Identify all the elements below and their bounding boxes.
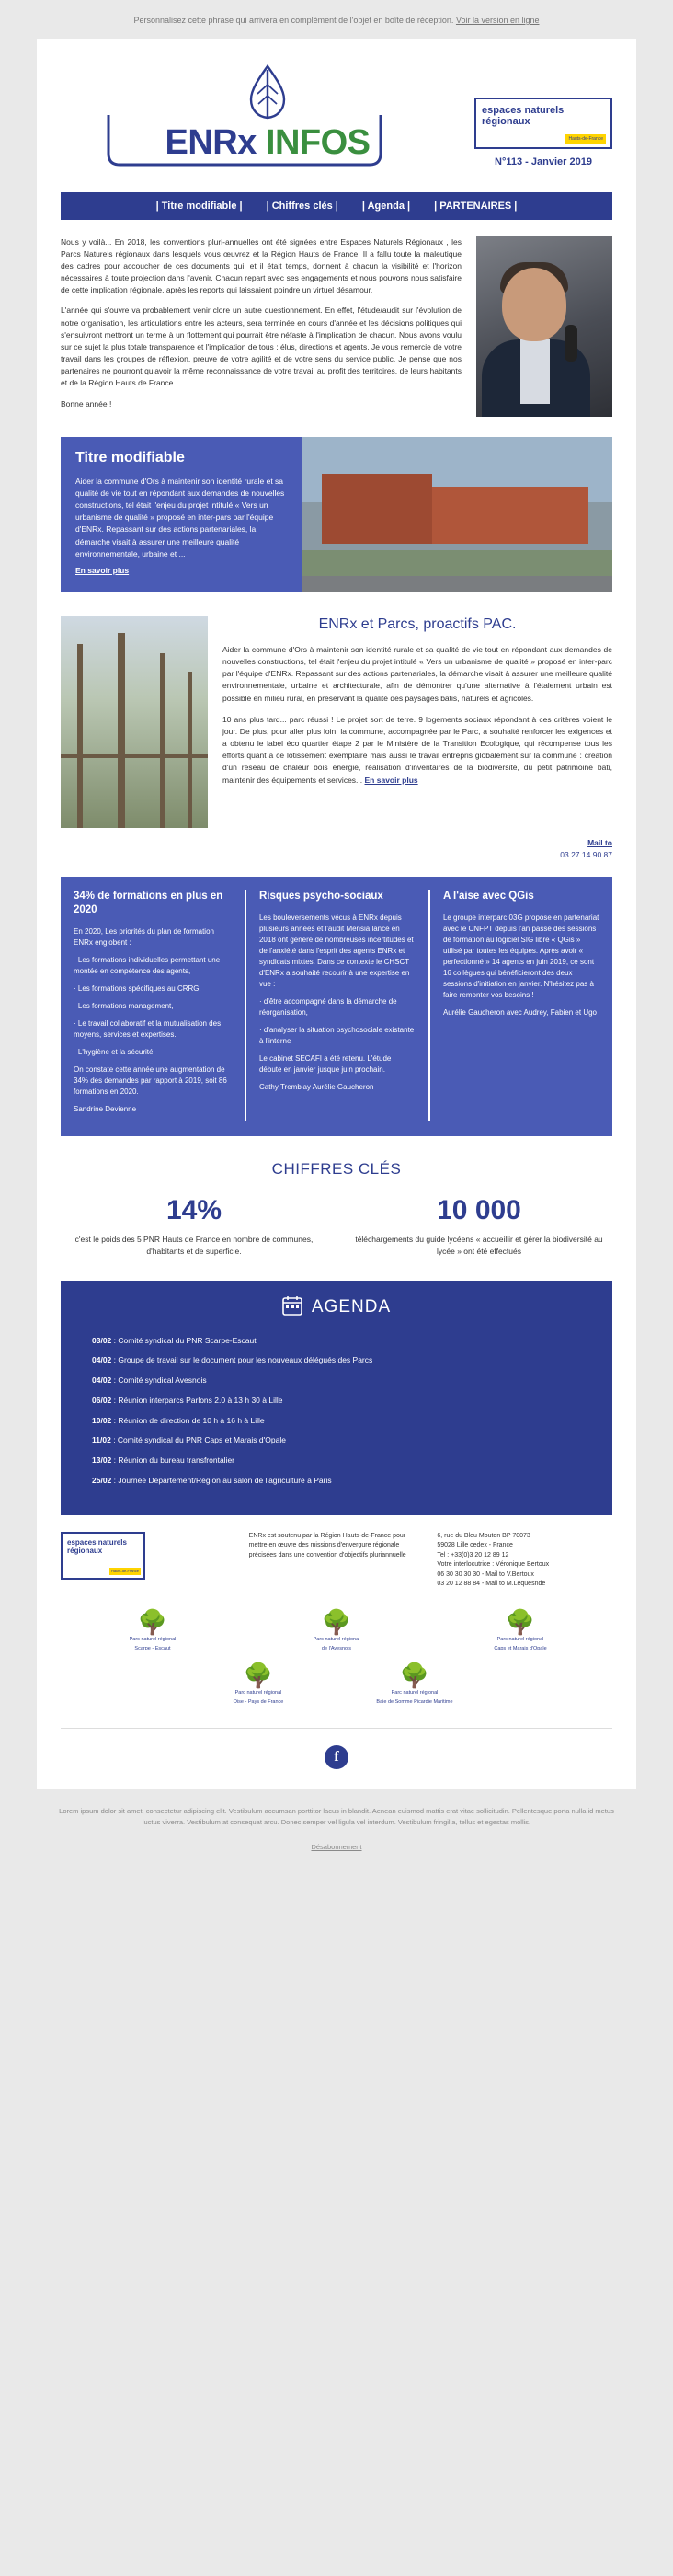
- key-figure-number: 14%: [165, 1195, 222, 1226]
- editorial-photo: [476, 236, 612, 417]
- view-online-link[interactable]: Voir la version en ligne: [455, 16, 540, 25]
- park-name: Parc naturel régional: [313, 1636, 360, 1642]
- address-line[interactable]: 06 30 30 30 30 - Mail to V.Bertoux: [437, 1570, 534, 1578]
- address-line: 59028 Lille cedex - France: [437, 1542, 513, 1549]
- unsubscribe-link[interactable]: Désabonnement: [311, 1843, 362, 1852]
- agenda-header: [61, 1295, 612, 1320]
- nav-item-agenda[interactable]: | Agenda |: [361, 200, 411, 212]
- column-paragraph: En 2020, Les priorités du plan de formation ENRx englobent :: [74, 927, 214, 948]
- agenda-item: [92, 1335, 581, 1347]
- key-figure-number: 10 000: [437, 1195, 521, 1226]
- nav-item-titre[interactable]: | Titre modifiable |: [155, 200, 243, 212]
- address-line: Tel : +33(0)3 20 12 89 12: [437, 1551, 509, 1558]
- park-leaf-icon: 🌳: [321, 1607, 352, 1636]
- footer-support-text: ENRx est soutenu par la Région Hauts-de-France pour mettre en œuvre des missions d'envergure régionale précisées dans une convention d'objectifs pluriannuelle: [248, 1532, 406, 1558]
- column-paragraph: · L'hygiène et la sécurité.: [74, 1048, 155, 1057]
- article-contact: [37, 837, 636, 878]
- key-figures-row: [61, 1195, 612, 1258]
- feature-block: [61, 437, 612, 592]
- editorial-paragraph: Bonne année !: [61, 398, 112, 408]
- footer-enrx-badge: [61, 1532, 145, 1580]
- agenda-item-text: : Réunion du bureau transfrontalier: [113, 1455, 235, 1466]
- agenda-item: [92, 1455, 581, 1466]
- column-formations: [61, 890, 245, 1121]
- column-author: Aurélie Gaucheron avec Audrey, Fabien et Ugo: [442, 1008, 597, 1018]
- address-line: 6, rue du Bleu Mouton BP 70073: [437, 1532, 530, 1539]
- agenda-item-date: 10/02: [92, 1415, 112, 1425]
- article-body: [222, 616, 612, 828]
- nav-item-partenaires[interactable]: | PARTENAIRES |: [434, 200, 518, 212]
- agenda-item: [92, 1374, 581, 1386]
- editorial-paragraph: Nous y voilà... En 2018, les conventions pluri-annuelles ont été signées entre Espaces Naturels Régionaux , les Parcs Naturels régionaux dans lesquels vous œuvrez et la Région Hauts de France. Il a fallu toute la maleutique des cadres pour accoucher de ces documents qui, et il était temps, donnent à chacun la visibilité et l'horizon nécessaires à toute projection dans l'avenir. Chacun repart avec ses engagements et nous pouvons nous satisfaire de cette implication régionale, après les reports qui laissaient poindre un virtuel désamour.: [61, 236, 462, 295]
- feature-text-panel: [61, 437, 302, 592]
- editorial-section: [37, 220, 636, 437]
- park-name: Parc naturel régional: [496, 1636, 544, 1642]
- column-paragraph: · Le travail collaboratif et la mutualisation des moyens, services et expertises.: [74, 1019, 222, 1040]
- facebook-icon[interactable]: f: [325, 1745, 348, 1769]
- nav-bar: [61, 192, 612, 220]
- agenda-item-text: : Réunion de direction de 10 h à 16 h à Lille: [113, 1415, 265, 1425]
- footer-logo-block: [61, 1532, 236, 1590]
- park-leaf-icon: 🌳: [137, 1607, 168, 1636]
- key-figure-item: [61, 1195, 327, 1258]
- feature-readmore-link[interactable]: En savoir plus: [75, 565, 130, 575]
- agenda-item: [92, 1434, 581, 1446]
- key-figure-item: [346, 1195, 612, 1258]
- region-tag: Hauts-de-France: [565, 134, 606, 144]
- park-logo: [208, 1663, 309, 1706]
- agenda-item-text: : Réunion interparcs Parlons 2.0 à 13 h 30 à Lille: [113, 1395, 283, 1405]
- park-logo: [286, 1607, 387, 1652]
- column-qgis: [428, 890, 612, 1121]
- key-figures-section: [37, 1136, 636, 1280]
- agenda-item-date: 13/02: [92, 1455, 112, 1466]
- bracket-decoration: [61, 111, 474, 179]
- footer-partners: [37, 1515, 636, 1599]
- column-paragraph: · d'analyser la situation psychosociale existante à l'interne: [258, 1026, 415, 1046]
- enrx-badge-text: espaces naturels régionaux: [482, 104, 565, 128]
- column-paragraph: · d'être accompagné dans la démarche de réorganisation,: [258, 997, 397, 1018]
- column-paragraph: · Les formations management,: [74, 1002, 174, 1011]
- park-name: Parc naturel régional: [391, 1689, 439, 1696]
- address-line[interactable]: 03 20 12 88 84 - Mail to M.Lequesnde: [437, 1581, 546, 1588]
- park-name: Parc naturel régional: [234, 1689, 282, 1696]
- park-sub: Baie de Somme Picardie Maritime: [376, 1699, 453, 1706]
- agenda-item: [92, 1415, 581, 1427]
- article-paragraph: [222, 714, 612, 787]
- agenda-item-date: 03/02: [92, 1335, 112, 1345]
- park-sub: Caps et Marais d'Opale: [494, 1645, 547, 1651]
- park-leaf-icon: 🌳: [243, 1661, 274, 1689]
- feature-photo: [302, 437, 612, 592]
- key-figure-label: téléchargements du guide lycéens « accueillir et gérer la biodiversité au lycée » ont été effectués: [355, 1235, 603, 1257]
- agenda-item-text: : Comité syndical Avesnois: [113, 1375, 207, 1386]
- agenda-section: [61, 1281, 612, 1515]
- footer-address: [437, 1532, 612, 1590]
- feature-body: Aider la commune d'Ors à maintenir son identité rurale et sa qualité de vie tout en répondant aux demandes de nouvelles constructions, tel était l'enjeu du projet intitulé « Vers un urbanisme de qualité » proposé en inter-pars par l'équipe d'ENRx. Repassant sur des actions partenariales, la démarche visait à assurer une meilleure qualité environnementale, urbaine et ...: [75, 476, 285, 558]
- agenda-item-text: : Comité syndical du PNR Caps et Marais d'Opale: [113, 1435, 286, 1445]
- key-figures-title: CHIFFRES CLÉS: [271, 1160, 402, 1179]
- article-photo: [61, 616, 208, 828]
- park-logo: [364, 1663, 465, 1706]
- park-logos-row-1: [37, 1599, 636, 1658]
- issue-number: N°113 - Janvier 2019: [495, 155, 592, 167]
- column-paragraph: · Les formations individuelles permettant une montée en compétence des agents,: [74, 956, 221, 976]
- email-body: [37, 39, 636, 1790]
- agenda-item: [92, 1395, 581, 1407]
- header: [37, 39, 636, 179]
- editorial-text: [61, 236, 462, 419]
- agenda-item-text: : Groupe de travail sur le document pour les nouveaux délégués des Parcs: [113, 1355, 373, 1365]
- article-section: [37, 592, 636, 837]
- mailto-link[interactable]: Mail to: [587, 837, 612, 847]
- agenda-item-date: 04/02: [92, 1355, 112, 1365]
- article-title: ENRx et Parcs, proactifs PAC.: [318, 615, 517, 632]
- unsubscribe-row: [0, 1834, 673, 1877]
- agenda-item-text: : Journée Département/Région au salon de l'agriculture à Paris: [113, 1475, 332, 1485]
- agenda-title: AGENDA: [311, 1297, 392, 1317]
- agenda-item-date: 04/02: [92, 1375, 112, 1386]
- column-paragraph: Le groupe interparc 03G propose en partenariat avec le CNFPT depuis l'an passé des sessions de formation au logiciel SIG libre « QGis » utilisé par toutes les équipes. Après avoir « perfectionné » 14 agents en juin 2019, ce sont 16 collègues qui bénéficieront des deux sessions d'initiation en janvier. N'hésitez pas à faire remonter vos besoins !: [442, 914, 599, 1000]
- footer-badge-text: espaces naturels régionaux: [67, 1537, 127, 1555]
- park-logo: [102, 1607, 203, 1652]
- park-leaf-icon: 🌳: [505, 1607, 536, 1636]
- agenda-item-date: 25/02: [92, 1475, 112, 1485]
- article-readmore-link[interactable]: En savoir plus: [364, 775, 418, 785]
- column-title: A l'aise avec QGis: [442, 891, 534, 903]
- article-paragraph: Aider la commune d'Ors à maintenir son identité rurale et sa qualité de vie tout en répondant aux demandes de nouvelles constructions, tel était l'enjeu du projet intitulé « Vers un urbanisme de qualité » proposé en inter-parc par l'équipe d'ENRx. Repassant sur des actions partenariales, la démarche visait à assurer une meilleure qualité environnementale, urbaine et architecturale, afin de démontrer qu'une alternative à l'étalement urbain est possible en milieu rural, en préservant la qualité des paysages bâtis, naturels et agricoles.: [222, 644, 612, 703]
- key-figure-label: c'est le poids des 5 PNR Hauts de France en nombre de communes, d'habitants et de superficie.: [74, 1235, 314, 1257]
- park-sub: Oise - Pays de France: [233, 1699, 284, 1706]
- park-logos-row-2: [37, 1658, 636, 1720]
- feature-title: Titre modifiable: [75, 449, 185, 466]
- column-title: 34% de formations en plus en 2020: [74, 891, 223, 916]
- title-accent: INFOS: [265, 122, 371, 162]
- article-paragraph-text: 10 ans plus tard... parc réussi ! Le projet sort de terre. 9 logements sociaux répondant à ces critères voient le jour. De plus, pour aller plus loin, la commune, accompagnée par le Parc, a souhaité renforcer les exigences et a obtenu le label éco quartier étape 2 par le Ministère de la Transition Ecologique, qui récompense tous les efforts quant à ce lotissement exemplaire mais aussi le travail entrepris globalement sur la commune : création d'un réseau de chaleur bois énergie, réalisation d'inventaires de la biodiversité, du petit patrimoine bâti, maintenir des équipements et services...: [222, 714, 612, 785]
- park-logo: [470, 1607, 571, 1652]
- agenda-item-date: 06/02: [92, 1395, 112, 1405]
- agenda-list: [61, 1335, 612, 1487]
- agenda-item: [92, 1475, 581, 1487]
- preheader-text: Personnalisez cette phrase qui arrivera en complément de l'objet en boîte de réception.: [133, 16, 454, 25]
- park-name: Parc naturel régional: [129, 1636, 177, 1642]
- logo-block: [61, 64, 474, 179]
- park-leaf-icon: 🌳: [399, 1661, 430, 1689]
- column-paragraph: Le cabinet SECAFI a été retenu. L'étude débute en janvier jusque juin prochain.: [258, 1054, 392, 1075]
- address-line: Votre interlocutrice : Véronique Bertoux: [437, 1561, 550, 1569]
- calendar-icon: [282, 1295, 302, 1320]
- three-column-section: [61, 877, 612, 1136]
- footer-region-tag: Hauts-de-France: [110, 1568, 139, 1573]
- column-risques: [245, 890, 428, 1121]
- park-sub: Scarpe - Escaut: [134, 1645, 171, 1651]
- enrx-badge: [474, 98, 612, 149]
- contact-phone: 03 27 14 90 87: [560, 849, 612, 859]
- column-author: Cathy Tremblay Aurélie Gaucheron: [258, 1083, 374, 1092]
- agenda-item: [92, 1354, 581, 1366]
- preheader: [0, 0, 673, 39]
- social-row: [37, 1736, 636, 1789]
- column-paragraph: · Les formations spécifiques au CRRG,: [74, 984, 201, 994]
- agenda-item-date: 11/02: [92, 1435, 111, 1445]
- partner-logo-block: [474, 64, 612, 167]
- column-title: Risques psycho-sociaux: [258, 891, 383, 903]
- park-sub: de l'Avesnois: [321, 1645, 352, 1651]
- divider: [61, 1728, 612, 1729]
- column-paragraph: On constate cette année une augmentation de 34% des demandes par rapport à 2019, soit 86 formations en 2020.: [74, 1065, 227, 1097]
- nav-item-chiffres[interactable]: | Chiffres clés |: [266, 200, 338, 212]
- column-paragraph: Les bouleversements vécus à ENRx depuis plusieurs années et l'audit Mensia lancé en 2018 ont généré de nombreuses incertitudes et de l'anxiété dans l'esprit des agents ENRx et syndicats mixtes. Dans ce contexte le CHSCT d'ENRx a souhaité recourir à une expertise en vue :: [258, 914, 414, 989]
- title-main: ENRx: [165, 122, 257, 162]
- agenda-item-text: : Comité syndical du PNR Scarpe-Escaut: [113, 1335, 257, 1345]
- column-author: Sandrine Devienne: [74, 1105, 137, 1114]
- editorial-paragraph: L'année qui s'ouvre va probablement venir clore un autre questionnement. En effet, l'étude/audit sur l'évolution de notre organisation, les articulations entre les acteurs, sera terminée en cours d'année et les décisions politiques qui s'ensuivront mettront un terme à un flottement qui pourrait être néfaste à l'implication de chacun. Nous avons voulu sur ce sujet la plus totale transparence et l'implication de tous : élus, directions et agents. Je vous remercie de votre travail dans les groupes de réflexion, preuve de votre agilité et de votre sens du service public. Je pense que nos partenaires ne pourront qu'avoir la même reconnaissance de votre travail au profit des territoires, de leurs habitants et de la Région Hauts de France.: [61, 305, 462, 388]
- legal-text: Lorem ipsum dolor sit amet, consectetur adipiscing elit. Vestibulum accumsan porttitor lacus in blandit. Aenean euismod mattis erat vitae sollicitudin. Pellentesque porta nulla id metus luctus viverra. Vestibulum at consequat arcu. Donec semper vel ligula vel interdum. Vestibulum fringilla, tellus et egestas mollis.: [59, 1807, 614, 1827]
